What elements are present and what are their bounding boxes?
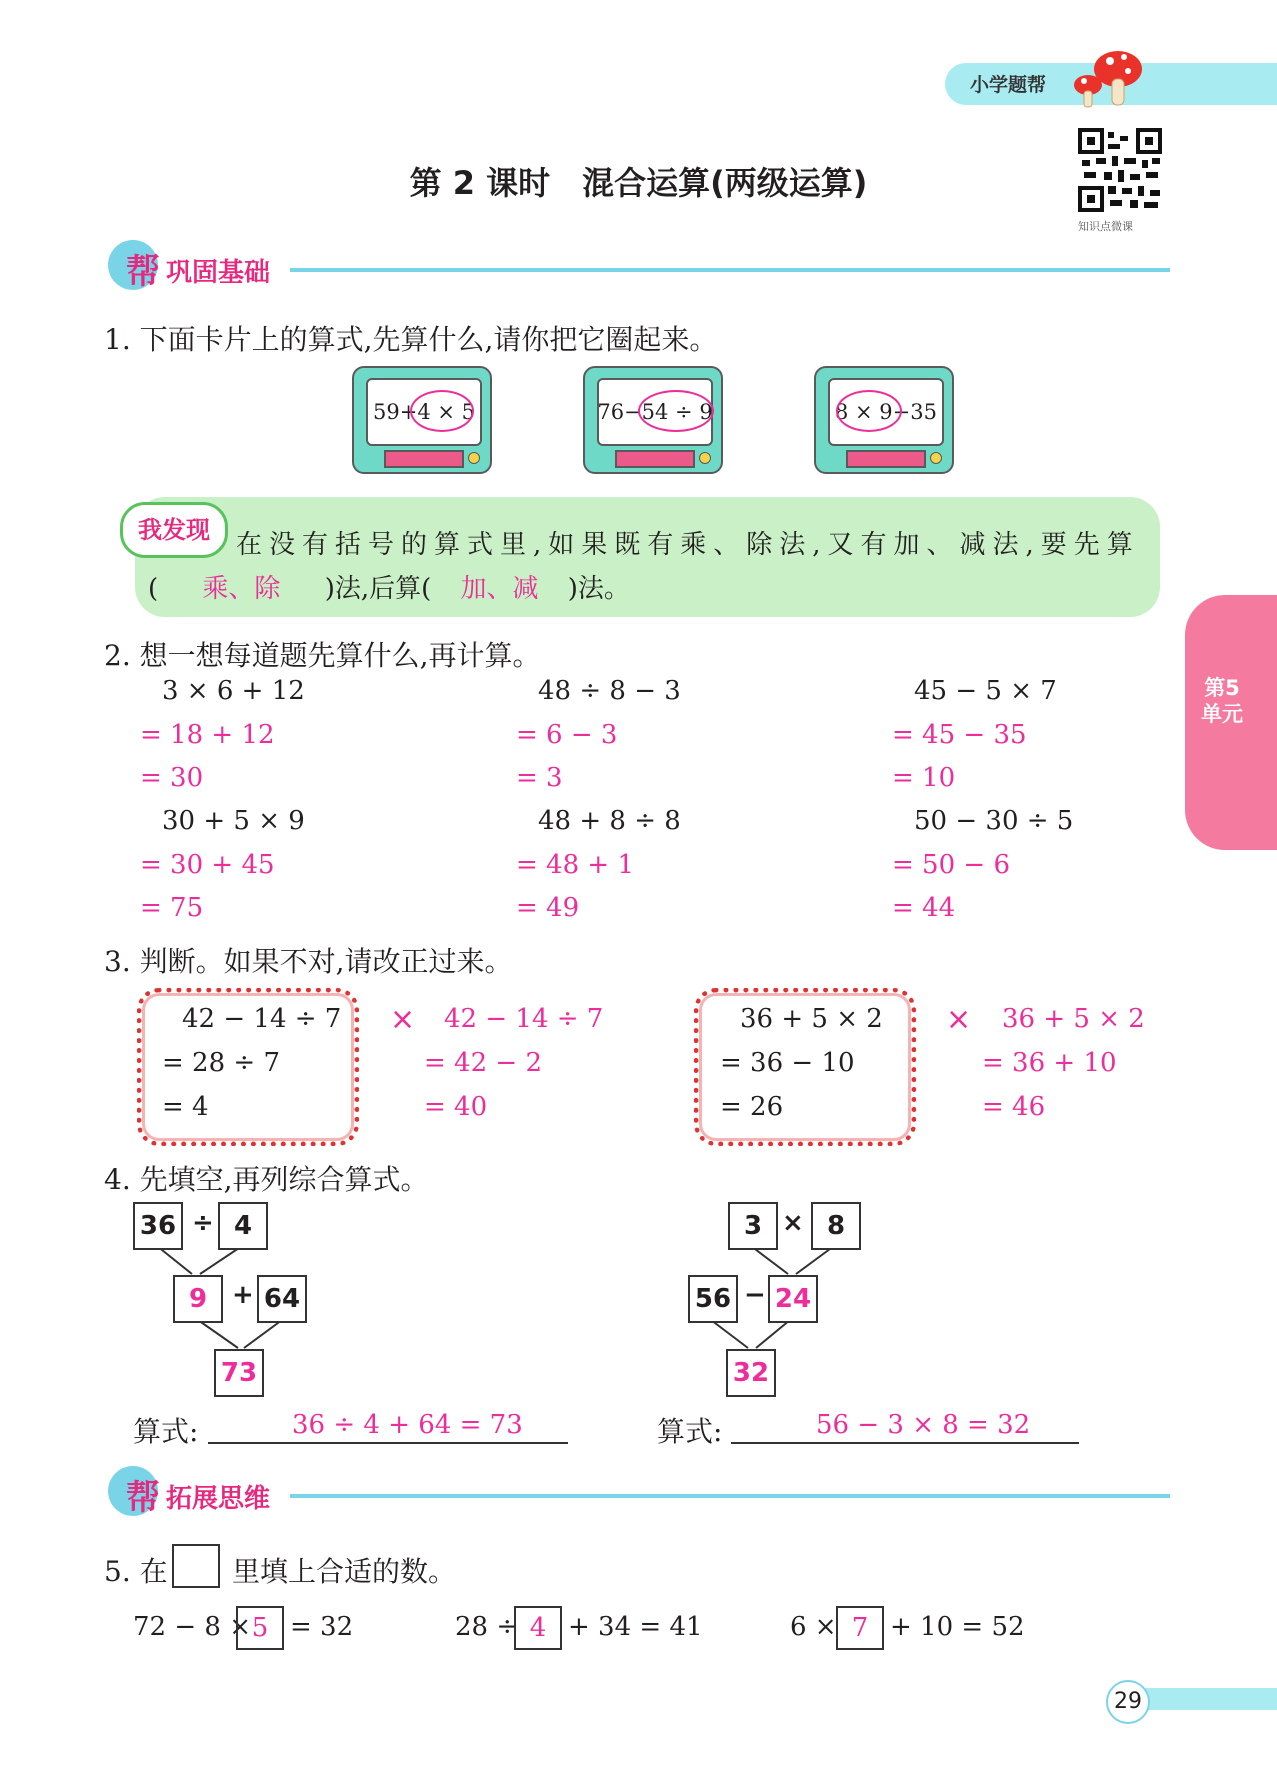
problem-step: = 45 − 35 [892,720,1027,750]
fix-line: = 42 − 2 [424,1048,542,1078]
problem-result: = 75 [140,893,204,923]
problem-expression: 30 + 5 × 9 [162,806,305,836]
fill-post: + 34 = 41 [568,1612,703,1642]
discover-open-paren: ( [148,574,159,604]
problem-result: = 10 [892,763,956,793]
number-box: 56 [688,1275,738,1323]
fix-line: 42 − 14 ÷ 7 [444,1004,604,1034]
problem-step: = 48 + 1 [516,850,634,880]
number-box: 4 [218,1202,268,1250]
wrong-line: = 36 − 10 [720,1048,855,1078]
fill-answer-box[interactable]: 5 [236,1606,284,1650]
wrong-mark: × [946,1002,972,1037]
formula-label: 算式: [133,1415,199,1448]
fix-line: = 40 [424,1092,488,1122]
wrong-line: 36 + 5 × 2 [740,1004,883,1034]
discover-line-1: 在没有括号的算式里,如果既有乘、除法,又有加、减法,要先算 [236,530,1140,560]
problem-expression: 50 − 30 ÷ 5 [914,806,1074,836]
q4-prompt: 4. 先填空,再列综合算式。 [104,1163,429,1196]
formula-answer[interactable]: 36 ÷ 4 + 64 = 73 [292,1410,523,1440]
discover-end-text: )法。 [567,574,630,604]
fill-pre: 6 × [790,1612,837,1642]
card-knob [468,452,480,464]
section-title-extend: 拓展思维 [166,1484,271,1514]
wrong-mark: × [390,1002,416,1037]
formula-label: 算式: [657,1415,723,1448]
discover-answer-2: 加、减 [460,574,539,604]
card-knob [930,452,942,464]
card-base [846,450,926,468]
card-screen: 8 × 9−35 [828,378,944,446]
problem-step: = 50 − 6 [892,850,1010,880]
fill-pre: 28 ÷ [455,1612,519,1642]
q2-prompt: 2. 想一想每道题先算什么,再计算。 [104,639,541,672]
page-title: 第 2 课时 混合运算(两级运算) [409,164,868,202]
discover-line-2 [148,568,630,605]
answer-box[interactable]: 32 [726,1349,776,1397]
card-screen: 59+4 × 5 [366,378,482,446]
fix-line: 36 + 5 × 2 [1002,1004,1145,1034]
formula-answer[interactable]: 56 − 3 × 8 = 32 [816,1410,1031,1440]
q5-prompt-start: 5. 在 [104,1555,168,1588]
discover-badge: 我发现 [120,502,228,558]
blank-box-example [172,1544,220,1588]
number-box: 64 [257,1275,307,1323]
q1-prompt: 1. 下面卡片上的算式,先算什么,请你把它圈起来。 [104,323,718,356]
page-number: 29 [1106,1680,1150,1724]
problem-result: = 3 [516,763,563,793]
operator: + [232,1280,254,1310]
wrong-line: = 26 [720,1092,784,1122]
section-divider [290,268,1170,272]
discover-answer-1: 乘、除 [202,574,281,604]
problem-expression: 3 × 6 + 12 [162,676,305,706]
operator: − [744,1280,766,1310]
qr-caption: 知识点微课 [1078,220,1133,233]
formula-underline [731,1442,1079,1444]
q5-prompt-end: 里填上合适的数。 [232,1555,457,1588]
brand-name: 小学题帮 [970,74,1047,96]
operator: ÷ [192,1208,214,1238]
fill-answer-box[interactable]: 4 [514,1606,562,1650]
discover-mid-text: )法,后算( [324,574,432,604]
answer-circle [638,390,714,432]
answer-circle [836,390,902,432]
section-title-basic: 巩固基础 [166,258,271,288]
section-badge: 帮 [126,1478,160,1518]
problem-step: = 6 − 3 [516,720,618,750]
fix-line: = 46 [982,1092,1046,1122]
card-screen: 76−54 ÷ 9 [597,378,713,446]
number-box: 8 [811,1202,861,1250]
answer-circle [410,390,474,432]
q3-prompt: 3. 判断。如果不对,请改正过来。 [104,945,513,978]
mushroom-icon [1060,45,1150,115]
wrong-line: = 28 ÷ 7 [162,1048,280,1078]
qr-code-icon[interactable] [1078,128,1162,212]
problem-expression: 45 − 5 × 7 [914,676,1057,706]
answer-box[interactable]: 24 [768,1275,818,1323]
problem-expression: 48 ÷ 8 − 3 [538,676,681,706]
fill-post: + 10 = 52 [890,1612,1025,1642]
fill-pre: 72 − 8 × [133,1612,251,1642]
number-box: 36 [133,1202,183,1250]
fill-post: = 32 [290,1612,354,1642]
section-divider [290,1494,1170,1498]
answer-box[interactable]: 73 [214,1349,264,1397]
fill-answer-box[interactable]: 7 [836,1606,884,1650]
problem-step: = 30 + 45 [140,850,275,880]
problem-result: = 30 [140,763,204,793]
problem-result: = 44 [892,893,956,923]
problem-step: = 18 + 12 [140,720,275,750]
wrong-line: = 4 [162,1092,209,1122]
card-base [615,450,695,468]
problem-expression: 48 + 8 ÷ 8 [538,806,681,836]
answer-box[interactable]: 9 [173,1275,223,1323]
number-box: 3 [728,1202,778,1250]
operator: × [782,1208,804,1238]
section-badge: 帮 [126,252,160,292]
card-knob [699,452,711,464]
wrong-line: 42 − 14 ÷ 7 [182,1004,342,1034]
card-base [384,450,464,468]
fix-line: = 36 + 10 [982,1048,1117,1078]
unit-label: 第5单元 [1201,676,1243,726]
formula-underline [208,1442,568,1444]
problem-result: = 49 [516,893,580,923]
